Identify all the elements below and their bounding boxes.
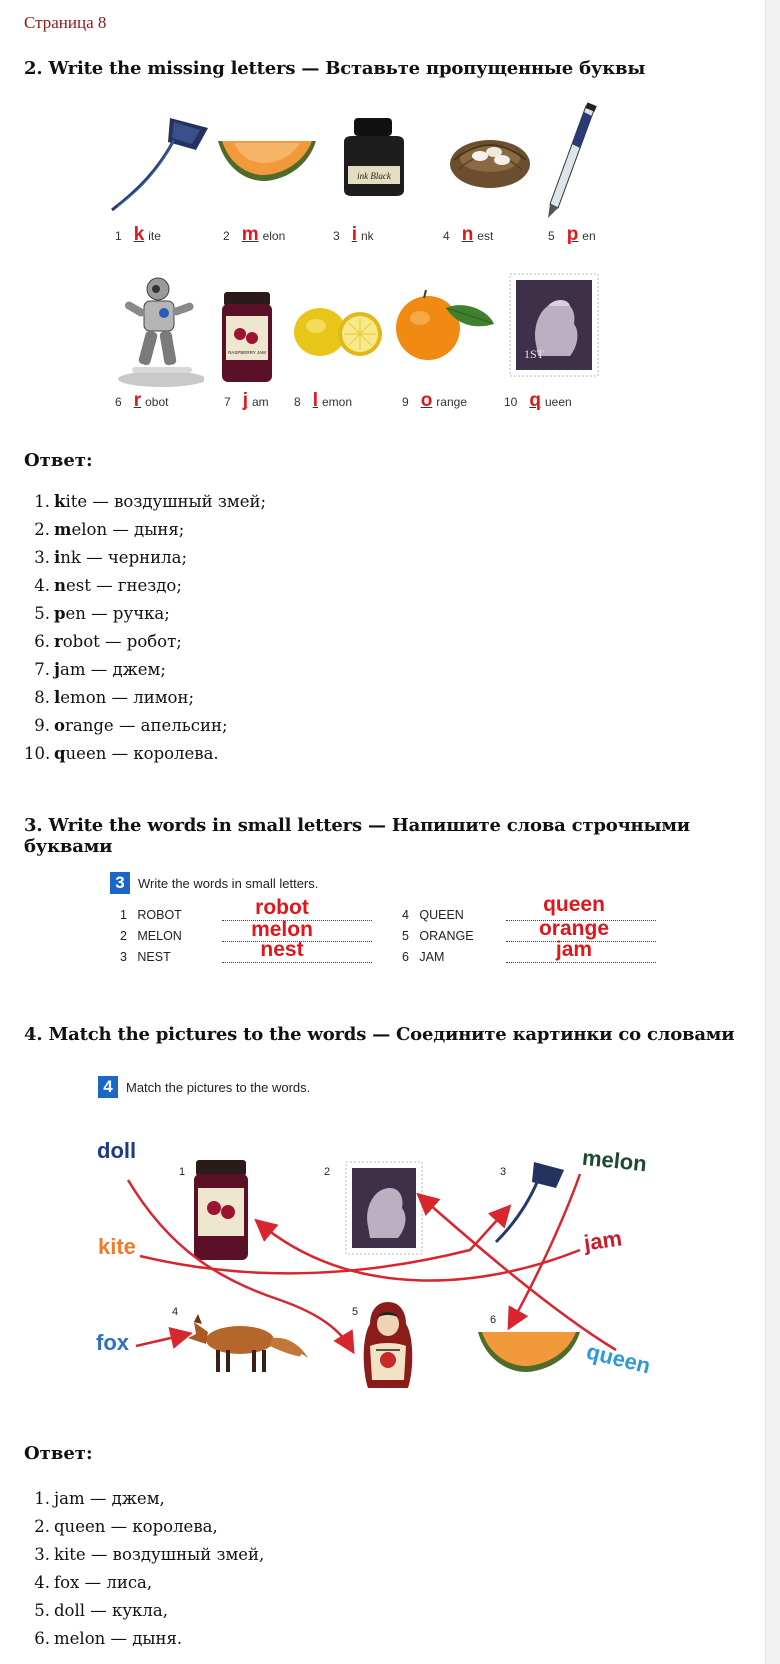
list-item: 5. doll — кукла, [34,1601,168,1620]
caption-3: 3 i nk [333,224,374,245]
exercise-4-header [98,1076,310,1098]
picture-number-4: 4 [172,1306,179,1318]
match-word-doll: doll [97,1138,137,1163]
match-word-fox: fox [96,1330,129,1355]
list-item: 4. fox — лиса, [34,1573,153,1592]
arrow-doll [128,1180,352,1350]
word-row-6: 6 JAM [402,950,445,964]
word-row-3: 3 NEST [120,950,171,964]
jam-label: RASPBERRY JAM [228,350,266,355]
list-item: 2. melon — дыня; [34,520,185,539]
match-word-jam: jam [582,1225,624,1256]
page-label: Страница 8 [24,13,107,32]
caption-8: 8 l emon [294,390,352,411]
orange-picture [394,290,496,362]
list-item: 5. pen — ручка; [34,604,170,623]
answer-list-4 [24,1485,264,1653]
picture-number-2: 2 [324,1166,331,1178]
picture-number-1: 1 [179,1166,186,1178]
list-item: 7. jam — джем; [34,660,166,679]
caption-10: 10 q ueen [504,390,572,411]
section-4-title: 4. Match the pictures to the words — Соедините картинки со словами [24,1024,735,1045]
section-2-title: 2. Write the missing letters — Вставьте пропущенные буквы [24,58,646,79]
ink-label: ink Black [357,171,391,181]
word-row-2: 2 MELON [120,929,182,943]
exercise-3-instruction: Write the words in small letters. [138,876,319,891]
pen-picture [544,102,600,220]
jam-jar-picture [218,290,276,386]
answer-label-4: Ответ: [24,1443,93,1464]
handwritten-answer-1: robot [255,896,309,919]
list-item: 2. queen — королева, [34,1517,218,1536]
caption-7: 7 j am [224,390,269,411]
caption-1: 1 k ite [115,224,161,245]
arrow-fox [136,1334,188,1346]
arrow-jam [258,1222,580,1281]
list-item: 4. nest — гнездо; [34,576,182,595]
caption-9: 9 o range [402,390,467,411]
arrow-melon [510,1174,580,1326]
list-item: 8. lemon — лимон; [34,688,195,707]
list-item: 1. jam — джем, [34,1489,165,1508]
exercise-4-badge: 4 [98,1076,118,1098]
arrow-queen [420,1196,616,1350]
caption-4: 4 n est [443,224,494,245]
answer-label-2: Ответ: [24,450,93,471]
nest-picture [448,120,532,192]
exercise-4-instruction: Match the pictures to the words. [126,1080,311,1095]
list-item: 6. robot — робот; [34,632,182,651]
answer-line [506,962,656,963]
picture-number-3: 3 [500,1166,507,1178]
list-item: 9. orange — апельсин; [34,716,228,735]
ink-bottle-picture [338,116,410,198]
picture-number-5: 5 [352,1306,359,1318]
list-item: 1. kite — воздушный змей; [34,492,267,511]
robot-picture [112,275,204,390]
match-word-melon: melon [580,1144,648,1177]
list-item: 3. ink — чернила; [34,548,188,567]
word-row-5: 5 ORANGE [402,929,474,943]
picture-number-6: 6 [490,1314,497,1326]
arrow-kite [140,1208,508,1273]
answer-line [222,962,372,963]
handwritten-answer-3: nest [260,938,304,961]
answer-list-2 [24,488,266,768]
melon-picture [216,135,318,185]
handwritten-answer-4: queen [543,893,605,916]
section-3-title: 3. Write the words in small letters — Напишите слова строчными буквами [24,815,690,857]
list-item: 10. queen — королева. [24,744,219,763]
stamp-picture [508,272,600,378]
word-row-1: 1 ROBOT [120,908,182,922]
list-item: 6. melon — дыня. [34,1629,183,1648]
list-item: 3. kite — воздушный змей, [34,1545,265,1564]
caption-6: 6 r obot [115,390,169,411]
match-word-kite: kite [98,1234,136,1259]
lemon-picture [292,302,384,360]
kite-picture [108,110,208,215]
word-row-4: 4 QUEEN [402,908,464,922]
caption-2: 2 m elon [223,224,286,245]
exercise-3-header [110,872,318,894]
caption-5: 5 p en [548,224,596,245]
handwritten-answer-5: orange [538,917,609,940]
handwritten-answer-2: melon [251,918,313,941]
match-word-queen: queen [584,1338,653,1379]
exercise-3-badge: 3 [110,872,130,894]
handwritten-answer-6: jam [555,938,593,961]
stamp-label: 1ST [524,347,545,361]
